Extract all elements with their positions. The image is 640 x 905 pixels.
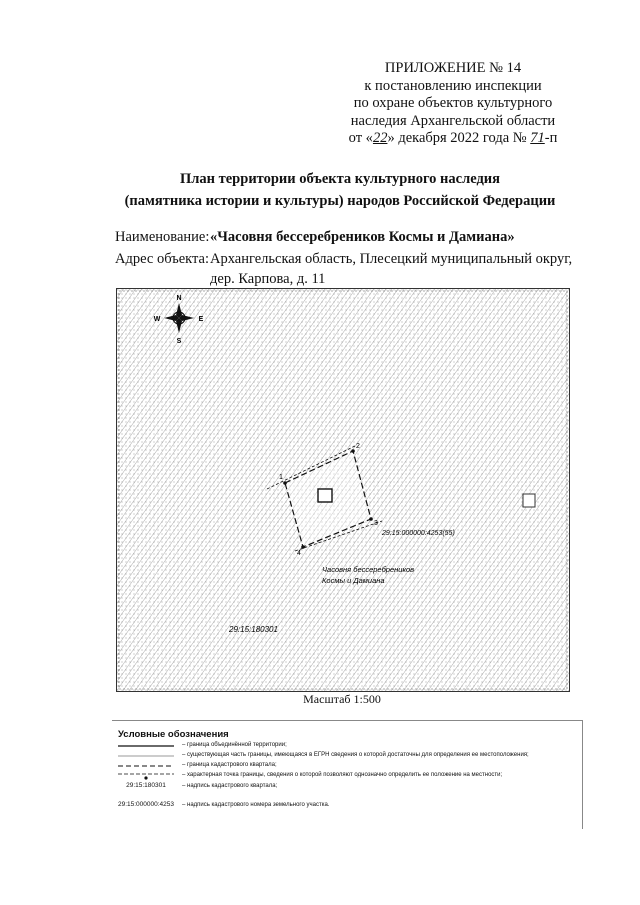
document-title [100,168,580,212]
point-label-2: 2 [356,443,360,450]
legend-symbol-thin-line [114,751,178,761]
legend-symbol-dashed-line [114,761,178,771]
legend-symbol-point [114,771,178,781]
date-prefix: от « [348,130,373,146]
boundary-point-3 [369,517,373,521]
parcel-cadastral-label: 29:15:000000:4253(55) [382,530,455,537]
name-label: Наименование: [115,229,210,245]
point-label-3: 3 [374,520,378,527]
compass-e: E [198,316,204,323]
date-middle: » декабря 2022 года № [387,130,531,146]
address-row [115,251,572,268]
map-canvas [117,289,569,691]
legend-title: Условные обозначения [118,729,229,740]
handwritten-number: 71 [530,130,545,146]
compass-n: N [176,295,182,302]
compass-w: W [153,316,161,323]
appendix-date-line [338,130,568,148]
legend-symbol-parcel-label: 29:15:000000:4253 [117,801,175,808]
number-suffix: -п [544,130,558,146]
point-label-4: 4 [297,550,301,557]
point-label-1: 1 [279,474,283,481]
boundary-point-1 [283,481,287,485]
handwritten-day: 22 [372,130,388,146]
legend-symbol-quarter-label: 29:15:180301 [126,782,166,789]
appendix-block [338,60,568,148]
neighbouring-building [523,494,535,507]
address-line-1: Архангельская область, Плесецкий муниципальный округ, [210,251,573,267]
title-line-1: План территории объекта культурного наследия [179,171,500,187]
legend: Условные обозначения – граница объединённой территории; – существующая часть границы, имеющаяся в ЕГРН сведения о которой достаточны для определения ее местоположения; – граница кадастрового квартала; – характерная точка границы, сведения о которой позволяют однозначно определить ее положение на местности; 29:15:180301 – надпись кадастрового квартала; 29:15:000000:4253 – надпись кадастрового номера земельного участка. [112,720,583,829]
name-value: «Часовня бессеребреников Космы и Дамиана» [210,229,515,245]
boundary-point-2 [351,449,355,453]
appendix-line-1: к постановлению инспекции [364,77,542,94]
address-line-2: дер. Карпова, д. 11 [210,271,326,287]
address-row-2 [115,271,325,288]
chapel-building [318,489,332,502]
name-row [115,229,515,246]
address-label: Адрес объекта: [115,251,209,267]
quarter-cadastral-label: 29:15:180301 [229,625,278,634]
title-line-2: (памятника истории и культуры) народов Российской Федерации [124,193,556,209]
appendix-line-2: по охране объектов культурного [353,95,553,111]
site-plan-map [116,288,570,692]
compass-s: S [176,338,182,345]
object-label-line-1: Часовня бессеребреников [322,565,415,574]
legend-symbol-solid-line [114,741,178,751]
appendix-title: ПРИЛОЖЕНИЕ № 14 [384,60,522,76]
appendix-line-3: наследия Архангельской области [350,112,556,129]
object-label-line-2: Космы и Дамиана [322,576,385,585]
boundary-point-4 [301,545,305,549]
scale-caption: Масштаб 1:500 [303,692,381,706]
